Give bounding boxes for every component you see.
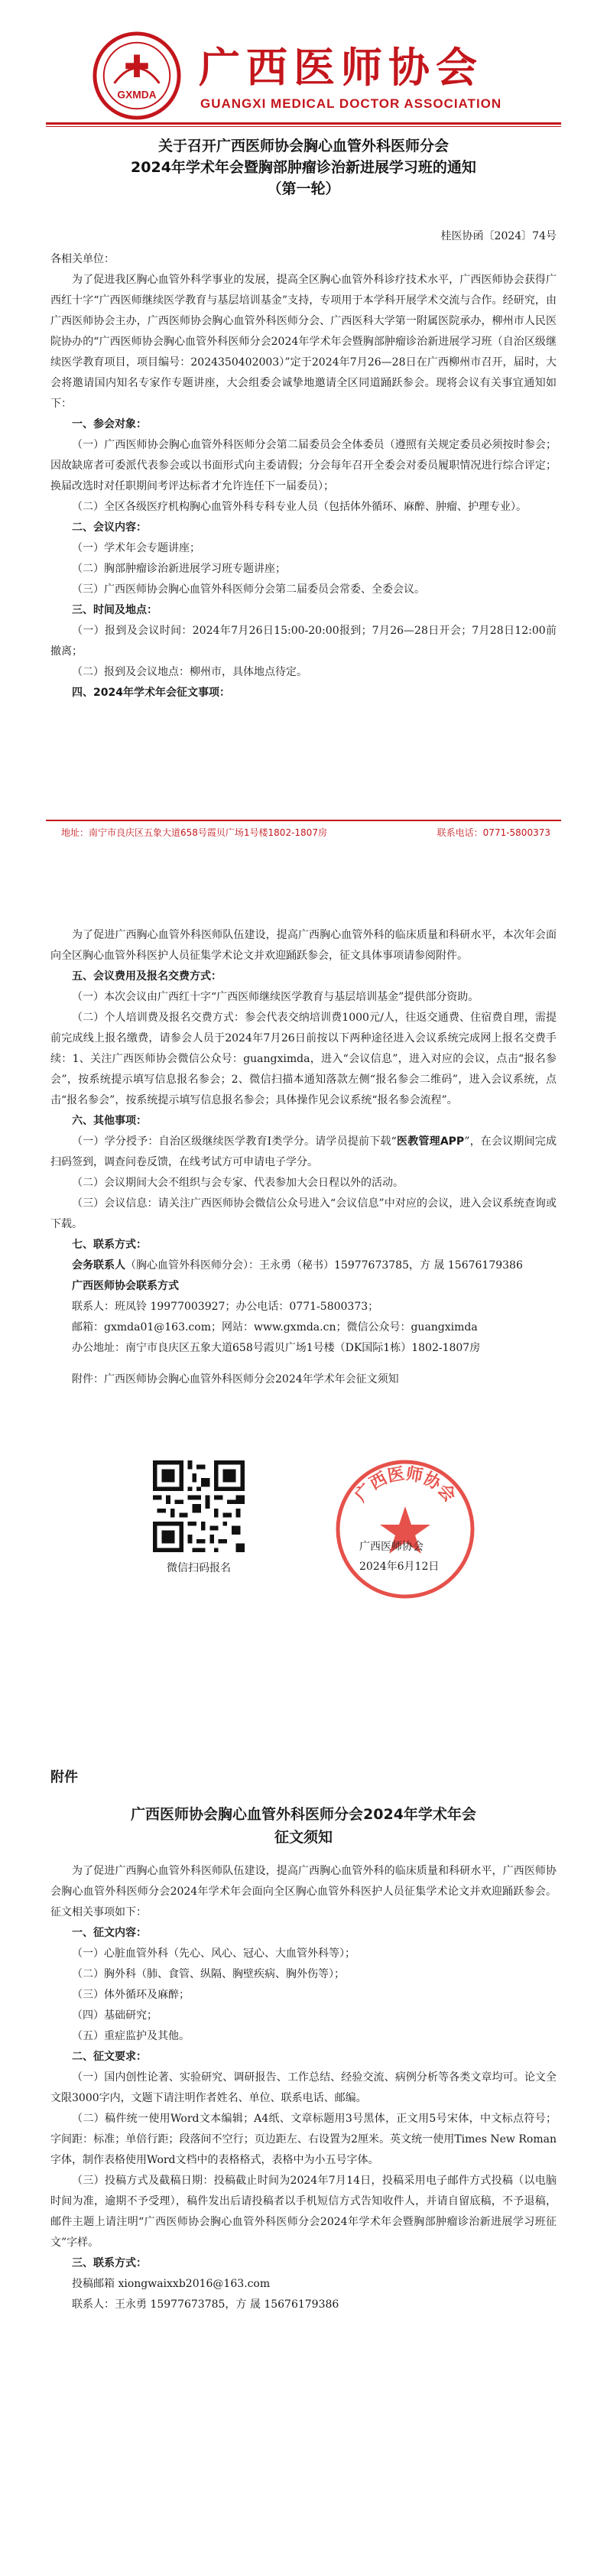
letterhead-rule-thin	[46, 126, 561, 127]
page-footer	[61, 826, 550, 839]
meeting-contact-label: 会务联系人	[72, 1259, 125, 1272]
notice-body-continued	[50, 925, 557, 1390]
association-contact-email: 邮箱：gxmda01@163.com；网站：www.gxmda.cn；微信公众号：guangximda	[72, 1321, 478, 1333]
association-contact-label: 广西医师协会联系方式	[72, 1280, 179, 1292]
annex-section-3-heading: 三、联系方式：	[72, 2257, 147, 2269]
call-for-papers-intro: 为了促进广西胸心血管外科医师队伍建设，提高广西胸心血管外科的临床质量和科研水平，本次年会面向全区胸心血管外科医护人员征集学术论文并欢迎踊跃参会，征文具体事项请参阅附件。	[50, 929, 557, 962]
section-5-heading: 五、会议费用及报名交费方式：	[72, 970, 222, 983]
letterhead-rule	[46, 122, 561, 125]
notice-title-line1: 关于召开广西医师协会胸心血管外科医师分会	[157, 138, 449, 154]
annex-section-1-item-1: （一）心脏血管外科（先心、风心、冠心、大血管外科等）；	[72, 1947, 355, 1960]
qr-caption: 微信扫码报名	[167, 1562, 231, 1574]
section-6-heading: 六、其他事项：	[72, 1115, 147, 1127]
salutation: 各相关单位：	[50, 253, 115, 265]
annex-section-2-item-2: （二）稿件统一使用Word文本编辑；A4纸、文章标题用3号黑体，正文用5号宋体，中文标点符号；字间距：标准；单倍行距；段落间不空行；页边距左、右设置为2厘米。英文统一使用Times New Roman字体，制作表格使用Word文档中的表格格式，表格中为小五号字体。	[50, 2113, 557, 2166]
section-7-heading: 七、联系方式：	[72, 1239, 147, 1251]
annex-section-1-item-2: （二）胸外科（肺、食管、纵隔、胸壁疾病、胸外伤等）；	[72, 1968, 345, 1980]
section-6-item-1-text-c: ”，在会议期间完成扫码签到，调查问卷反馈，在线考试方可申请电子学分。	[50, 1135, 557, 1168]
annex-contact-persons: 联系人：王永勇 15977673785，方 晟 15676179386	[72, 2298, 339, 2311]
notice-body	[50, 249, 557, 703]
page-2	[0, 879, 607, 1759]
annex-section-1-item-3: （三）体外循环及麻醉；	[72, 1989, 190, 2001]
org-name-cn: 广西医师协会	[199, 44, 483, 92]
footer-address: 地址：南宁市良庆区五象大道658号霞贝广场1号楼1802-1807房	[61, 827, 327, 838]
section-5-item-1: （一）本次会议由广西红十字“广西医师继续医学教育与基层培训基金”提供部分资助。	[72, 991, 479, 1003]
signing-org: 广西医师协会	[359, 1541, 424, 1553]
seal-ring-text: 广西医师协会	[351, 1464, 459, 1506]
app-name: 医教管理APP	[396, 1135, 465, 1148]
footer-rule	[46, 820, 561, 821]
association-contact-person: 联系人：班凤铃 19977003927；办公电话：0771-5800373；	[72, 1301, 379, 1313]
official-seal-icon	[329, 1453, 482, 1606]
annex-section-2-heading: 二、征文要求：	[72, 2051, 147, 2063]
footer-phone: 联系电话：0771-5800373	[437, 827, 550, 838]
section-2-heading: 二、会议内容：	[72, 521, 147, 534]
section-6-item-2: （二）会议期间大会不组织与会专家、代表参加大会日程以外的活动。	[72, 1177, 404, 1189]
section-2-item-1: （一）学术年会专题讲座；	[72, 542, 200, 554]
section-2-item-3: （三）广西医师协会胸心血管外科医师分会第二届委员会常委、全委会议。	[72, 583, 425, 596]
letterhead	[92, 31, 520, 115]
annex-title-line1: 广西医师协会胸心血管外科医师分会2024年学术年会	[131, 1806, 476, 1823]
notice-title-line3: （第一轮）	[267, 180, 340, 197]
annex-section-1-item-5: （五）重症监护及其他。	[72, 2030, 190, 2042]
annex-submission-email: 投稿邮箱 xiongwaixxb2016@163.com	[72, 2278, 271, 2290]
notice-title-line2: 2024年学术年会暨胸部肿瘤诊治新进展学习班的通知	[131, 159, 476, 176]
section-1-item-2: （二）全区各级医疗机构胸心血管外科专科专业人员（包括体外循环、麻醉、肿瘤、护理专业）。	[72, 501, 527, 513]
annex-section-1-item-4: （四）基础研究；	[72, 2009, 157, 2022]
attachment-line: 附件：广西医师协会胸心血管外科医师分会2024年学术年会征文须知	[72, 1373, 399, 1385]
logo-text: GXMDA	[117, 89, 157, 101]
meeting-contact	[50, 1256, 557, 1276]
annex-section-2-item-1: （一）国内创性论著、实验研究、调研报告、工作总结、经验交流、病例分析等各类文章均可。论文全文限3000字内，文题下请注明作者姓名、单位、联系电话、邮编。	[50, 2071, 557, 2104]
registration-qr[interactable]	[145, 1460, 252, 1575]
signing-date: 2024年6月12日	[359, 1561, 440, 1573]
org-name-en: GUANGXI MEDICAL DOCTOR ASSOCIATION	[200, 96, 502, 111]
page-3-annex	[0, 1759, 607, 2576]
annex-intro: 为了促进广西胸心血管外科医师队伍建设，提高广西胸心血管外科的临床质量和科研水平，广西医师协会胸心血管外科医师分会2024年学术年会面向全区胸心血管外科医护人员征集学术论文并欢迎踊跃参会。征文相关事项如下：	[50, 1865, 557, 1918]
page-1	[0, 0, 607, 879]
section-2-item-2: （二）胸部肿瘤诊治新进展学习班专题讲座；	[72, 563, 286, 575]
annex-section-1-heading: 一、征文内容：	[72, 1927, 147, 1939]
section-3-item-2: （二）报到及会议地点：柳州市，具体地点待定。	[72, 666, 307, 678]
section-5-item-2: （二）个人培训费及报名交费方式：参会代表交纳培训费1000元/人，往返交通费、住宿费自理，需提前完成线上报名缴费，请参会人员于2024年7月26日前按以下两种途径进入会议系统完成网上报名交费手续：1、关注广西医师协会微信公众号：guangximda，进入“会议信息”，进入对应的会议，点击“报名参会”，按系统提示填写信息报名参会；2、微信扫描本通知落款左侧“报名参会二维码”，进入会议系统，点击“报名参会”，按系统提示填写信息报名参会；具体操作见会议系统“报名参会流程”。	[50, 1012, 557, 1106]
section-6-item-1	[50, 1132, 557, 1173]
annex-section-2-item-3: （三）投稿方式及截稿日期：投稿截止时间为2024年7月14日，投稿采用电子邮件方式投稿（以电脑时间为准，逾期不予受理），稿件发出后请投稿者以手机短信方式告知收件人，并请自留底稿，不予退稿，邮件主题上请注明“广西医师协会胸心血管外科医师分会2024年学术年会暨胸部肿瘤诊治新进展学习班征文”字样。	[50, 2175, 557, 2249]
qr-code-icon[interactable]	[153, 1460, 245, 1552]
association-office-address: 办公地址：南宁市良庆区五象大道658号霞贝广场1号楼（DK国际1栋）1802-1807房	[72, 1342, 481, 1354]
section-4-heading: 四、2024年学术年会征文事项：	[72, 687, 230, 699]
section-1-item-1: （一）广西医师协会胸心血管外科医师分会第二届委员会全体委员（遵照有关规定委员必须按时参会；因故缺席者可委派代表参会或以书面形式向主委请假；分会每年召开全委会对委员履职情况进行综合评定；换届改选时对任职期间考评达标者才允许连任下一届委员）；	[50, 439, 557, 492]
annex-body	[50, 1861, 557, 2315]
svg-text:广西医师协会	[351, 1464, 459, 1506]
section-6-item-1-text-a: （一）学分授予：自治区级继续医学教育I类学分。请学员提前下载“	[72, 1135, 397, 1148]
section-6-item-3: （三）会议信息：请关注广西医师协会微信公众号进入“会议信息”中对应的会议，进入会议系统查询或下载。	[50, 1197, 557, 1230]
section-1-heading: 一、参会对象：	[72, 418, 147, 430]
intro-paragraph: 为了促进我区胸心血管外科学事业的发展，提高全区胸心血管外科诊疗技术水平，广西医师协会获得广西红十字“广西医师继续医学教育与基层培训基金”支持，专项用于本学科开展学术交流与合作。经研究，由广西医师协会主办，广西医师协会胸心血管外科医师分会、广西医科大学第一附属医院承办，柳州市人民医院协办的“广西医师协会胸心血管外科医师分会2024年学术年会暨胸部肿瘤诊治新进展学习班（自治区级继续医学教育项目，项目编号：2024350402003）”定于2024年7月26—28日在广西柳州市召开，届时，大会将邀请国内知名专家作专题讲座，大会组委会诚挚地邀请全区同道踊跃参会。现将会议有关事宜通知如下：	[50, 274, 557, 410]
association-logo-icon	[92, 31, 182, 121]
section-3-item-1: （一）报到及会议时间：2024年7月26日15:00-20:00报到；7月26—28日开会；7月28日12:00前撤离；	[50, 625, 557, 658]
meeting-contact-value: （胸心血管外科医师分会）：王永勇（秘书）15977673785，方 晟 15676179386	[125, 1259, 523, 1272]
section-3-heading: 三、时间及地点：	[72, 604, 157, 616]
document-number: 桂医协函〔2024〕74号	[440, 230, 557, 242]
annex-title-line2: 征文须知	[274, 1829, 333, 1846]
annex-label: 附件	[50, 1769, 78, 1785]
